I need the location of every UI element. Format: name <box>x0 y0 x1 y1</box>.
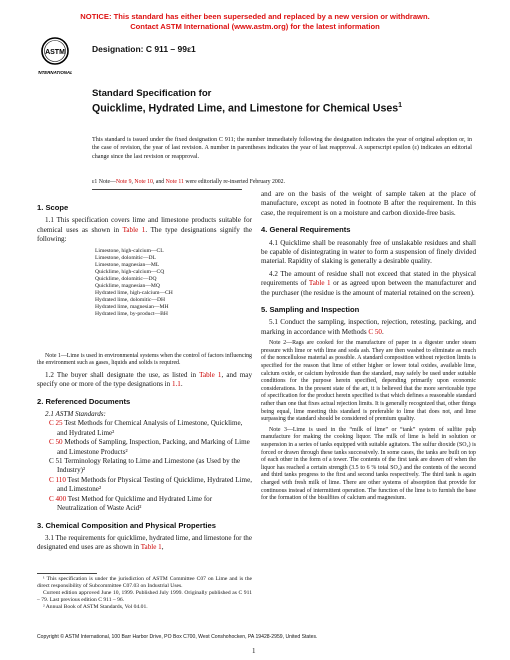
link-c25[interactable]: C 25 <box>49 419 63 428</box>
title-footnote-mark: 1 <box>398 102 403 109</box>
page-title <box>92 100 412 115</box>
link-table-1[interactable]: Table 1 <box>308 279 331 288</box>
link-note-9[interactable]: Note 9 <box>115 179 132 185</box>
ref-item: C 51 Terminology Relating to Lime and Limestone (as Used by the Industry)² <box>49 457 241 475</box>
link-c50[interactable]: C 50 <box>49 438 63 447</box>
astm-standards-label: 2.1 ASTM Standards: <box>45 410 106 419</box>
issuance-statement: This standard is issued under the fixed designation C 911; the number immediately following the designation indicates the year of original adoption or, in the case of revision, the year of last revision. A number in parentheses indicates the year of last reapproval. A superscript epsilon (ε) indicates an editorial change since the last revision or reapproval. <box>92 137 472 160</box>
left-column <box>37 196 252 556</box>
notice-banner <box>0 12 510 32</box>
ref-item: C 110 Test Methods for Physical Testing of Quicklime, Hydrated Lime, and Limestone² <box>49 475 252 494</box>
link-table-1[interactable]: Table 1 <box>122 225 146 234</box>
ref-item: C 25 Test Methods for Chemical Analysis of Limestone, Quicklime, and Hydrated Lime² <box>49 419 243 437</box>
link-c50[interactable]: C 50 <box>368 327 382 336</box>
list-item: Hydrated lime, dolomitic—DH <box>95 296 166 303</box>
editorial-note-suffix: were editorially re-inserted February 2002. <box>183 179 286 185</box>
section-2-heading: 2. Referenced Documents <box>37 396 131 406</box>
ref-code-c51: C 51 <box>49 457 63 466</box>
ref-item: C 400 Test Method for Quicklime and Hydrated Lime for Neutralization of Waste Acid² <box>49 494 213 513</box>
footnote-2: ² Annual Book of ASTM Standards, Vol 04.01. <box>43 603 148 610</box>
list-item: Hydrated lime, by-product—BH <box>95 310 168 317</box>
list-item: Quicklime, dolomitic—DQ <box>95 275 157 282</box>
list-item: Limestone, dolomitic—DL <box>95 254 156 261</box>
section-4-heading: 4. General Requirements <box>261 225 351 235</box>
section-3-heading: 3. Chemical Composition and Physical Properties <box>37 520 216 530</box>
link-c400[interactable]: C 400 <box>49 494 67 503</box>
astm-logo <box>38 36 72 78</box>
designation: Designation: C 911 – 99ε1 <box>92 44 196 54</box>
para-5-1: 5.1 Conduct the sampling, inspection, rejection, retesting, packing, and marking in accordance with Methods C 50. <box>261 318 476 336</box>
page-number: 1 <box>252 647 256 655</box>
note-2: Note 2—Rags are cooked for the manufacture of paper in a digester under steam pressure with lime or with lime and soda ash. They are then washed to eliminate as much of the noncellulose material as possible. A standard composition without rejection limits is specified for the reason that lime of either higher or lower total oxides, available lime, calcium oxide, or calcium hydroxide than the standard, may safely be used under suitable conditions for the purpose herein specified, depending primarily upon economic considerations. In the present state of the art, it is believed that the more serviceable type of specification for the product herein specified is that which defines a reasonable standard rather than one that fixes actual rejection limits. It is generally recognized that, other things being equal, lime meeting this standard is preferable to lime that does not, and lime surpassing the standard should be considered of premium quality. <box>261 340 476 423</box>
note-1: Note 1—Lime is used in environmental systems when the control of factors influencing the environment such as gases, liquids and solids is required. <box>37 352 252 367</box>
link-c110[interactable]: C 110 <box>49 475 66 484</box>
para-1-1: 1.1 This specification covers lime and limestone products suitable for chemical uses as shown in Table 1. The type designations signify the following: <box>37 216 252 244</box>
link-section-1-1[interactable]: 1.1 <box>171 380 181 389</box>
right-column <box>261 190 476 506</box>
note-3: Note 3—Lime is used in the “milk of lime” or “tank” system of sulfite pulp manufacture for making the cooking liquor. The milk of lime is held in solution or suspension in a series of tanks equipped with suitable agitators. The sulfur dioxide (SO₂) is forced or drawn through these tanks successively. In some cases, the tanks are built on top of each other in the form of a tower. The contents of the first tank are drawn off when the liquor has reached a certain strength (3.5 to 6 % total SO₂) and the contents of the second and third tanks progress to the first and second tanks respectively. The third tank is again charged with fresh milk of lime. There are other systems of absorption that provide for continuous instead of intermittent operation. The function of the lime is to furnish the base for the formation of the bisulfites of calcium and magnesium. <box>261 426 476 502</box>
para-3-1: 3.1 The requirements for quicklime, hydrated lime, and limestone for the designated end uses are as shown in Table 1, <box>37 533 252 552</box>
standard-label: Standard Specification for <box>92 88 212 99</box>
header-divider <box>92 189 242 190</box>
logo-text: ASTM <box>45 49 65 56</box>
list-item: Hydrated lime, high-calcium—CH <box>95 289 173 296</box>
section-1-heading: 1. Scope <box>37 203 69 212</box>
notice-line-1: NOTICE: This standard has either been superseded and replaced by a new version or withdrawn. <box>80 12 430 21</box>
editorial-note <box>92 179 285 185</box>
footnotes <box>37 576 252 611</box>
designation-list <box>95 248 252 318</box>
link-note-10[interactable]: Note 10 <box>134 179 153 185</box>
footnote-1b: Current edition approved June 10, 1999. Published July 1999. Originally published as C 911 – 79. Last previous edition C 911 – 96. <box>37 589 252 603</box>
para-4-1: 4.1 Quicklime shall be reasonably free of unslakable residues and shall be capable of disintegrating in water to form a suspension of finely divided material. Rapidity of slaking is generally a desirable quality. <box>261 238 476 266</box>
footnote-divider <box>37 573 97 574</box>
para-3-1-cont: and are on the basis of the weight of sample taken at the place of manufacture, except as noted in footnote B after the requirement. In this case, the requirement is on a moisture and carbon dioxide-free basis. <box>261 190 476 217</box>
footnote-1: ¹ This specification is under the jurisdiction of ASTM Committee C07 on Lime and is the direct responsibility of Subcommittee C07.03 on Industrial Uses. <box>37 576 252 589</box>
list-item: Limestone, magnesian—ML <box>95 261 160 268</box>
link-table-1[interactable]: Table 1 <box>140 543 162 552</box>
list-item: Quicklime, high-calcium—CQ <box>95 268 165 275</box>
ref-item: C 50 Methods of Sampling, Inspection, Packing, and Marking of Lime and Limestone Products² <box>49 438 250 456</box>
copyright: Copyright © ASTM International, 100 Barr Harbor Drive, PO Box C700, West Conshohocken, PA 19428-2959, United States. <box>37 634 318 640</box>
notice-line-2: Contact ASTM International (www.astm.org) for the latest information <box>130 22 380 31</box>
link-note-11[interactable]: Note 11 <box>165 179 184 185</box>
para-1-2: 1.2 The buyer shall designate the use, as listed in Table 1, and may specify one or more of the type designations in 1.1. <box>37 370 253 389</box>
list-item: Quicklime, magnesian—MQ <box>95 282 160 289</box>
editorial-note-prefix: ε1 Note— <box>92 179 116 185</box>
link-table-1[interactable]: Table 1 <box>199 370 222 379</box>
editorial-note-sep2: , and <box>152 179 166 185</box>
list-item: Hydrated lime, magnesian—MH <box>95 303 169 310</box>
title-text: Quicklime, Hydrated Lime, and Limestone for Chemical Uses <box>92 102 399 115</box>
list-item: Limestone, high-calcium—CL <box>95 247 164 254</box>
logo-subtitle: INTERNATIONAL <box>38 70 72 75</box>
section-5-heading: 5. Sampling and Inspection <box>261 305 360 315</box>
editorial-note-sep1: , <box>131 179 135 185</box>
para-4-2: 4.2 The amount of residue shall not exceed that stated in the physical requirements of Table 1 or as agreed upon between the manufacturer and the purchaser (the residue is the amount of material retained on the screen). <box>261 269 476 297</box>
